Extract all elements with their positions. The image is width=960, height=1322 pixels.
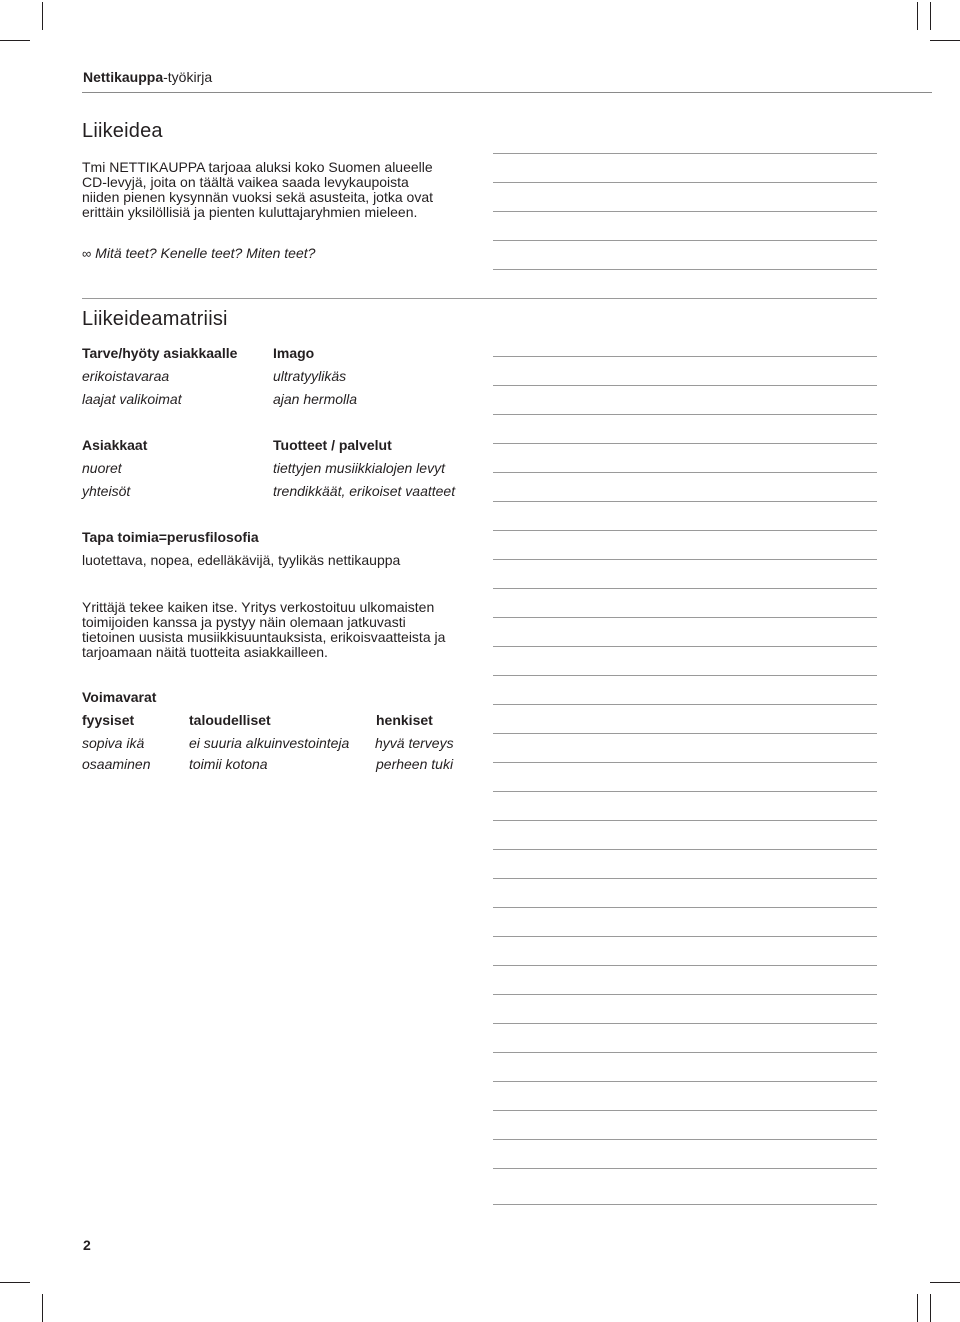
writing-line — [493, 1110, 877, 1111]
writing-line — [493, 240, 877, 241]
writing-line — [493, 965, 877, 966]
writing-line — [493, 617, 877, 618]
liikeidea-line: niiden pienen kysynnän vuoksi sekä asusteita, jotka ovat — [82, 189, 433, 205]
writing-line — [493, 443, 877, 444]
resources-column-financial — [189, 712, 349, 773]
header-divider — [82, 92, 932, 93]
resources-item: sopiva ikä — [82, 735, 145, 751]
page-number: 2 — [83, 1237, 91, 1253]
philosophy-text: luotettava, nopea, edelläkävijä, tyylikäs nettikauppa — [82, 552, 401, 568]
writing-line — [493, 820, 877, 821]
resources-item: toimii kotona — [189, 756, 268, 772]
resources-item: ei suuria alkuinvestointeja — [189, 735, 350, 751]
matrix-title: Liikeideamatriisi — [82, 308, 228, 330]
description-line: toimijoiden kanssa ja pystyy näin olemaan jatkuvasti — [82, 614, 406, 630]
writing-line — [493, 385, 877, 386]
description-line: Yrittäjä tekee kaiken itse. Yritys verkostoituu ulkomaisten — [82, 599, 435, 615]
resources-column-physical — [82, 712, 151, 773]
writing-line — [493, 936, 877, 937]
writing-line — [493, 501, 877, 502]
writing-line — [493, 182, 877, 183]
running-header — [83, 69, 212, 85]
writing-line — [493, 559, 877, 560]
writing-line — [493, 356, 877, 357]
products-item: trendikkäät, erikoiset vaatteet — [273, 483, 456, 499]
description-line: tarjoamaan näitä tuotteita asiakkailleen. — [82, 644, 328, 660]
writing-line — [493, 1168, 877, 1169]
writing-line — [493, 878, 877, 879]
resources-column-mental — [375, 712, 454, 773]
resources-item: osaaminen — [82, 756, 151, 772]
writing-line — [493, 994, 877, 995]
resources-column-heading: fyysiset — [82, 712, 135, 728]
resources-heading: Voimavarat — [82, 689, 157, 705]
image-block — [273, 345, 357, 408]
resources-column-heading: taloudelliset — [189, 712, 271, 728]
liikeidea-line: erittäin yksilöllisiä ja pienten kuluttajaryhmien mieleen. — [82, 204, 418, 220]
writing-line — [493, 733, 877, 734]
philosophy-block — [82, 529, 400, 569]
liikeidea-body — [82, 160, 482, 220]
writing-line — [493, 1081, 877, 1082]
matrix-description — [82, 600, 482, 660]
products-item: tiettyjen musiikkialojen levyt — [273, 460, 445, 476]
writing-line — [493, 211, 877, 212]
customers-block — [82, 437, 147, 500]
writing-line — [493, 762, 877, 763]
writing-line — [493, 269, 877, 270]
writing-line — [493, 791, 877, 792]
need-block — [82, 345, 237, 408]
resources-item: hyvä terveys — [375, 735, 454, 751]
writing-line — [493, 907, 877, 908]
writing-line — [493, 1052, 877, 1053]
liikeidea-line: CD-levyjä, joita on täältä vaikea saada levykaupoista — [82, 174, 409, 190]
customers-heading: Asiakkaat — [82, 437, 148, 453]
writing-line — [493, 530, 877, 531]
liikeidea-prompt — [82, 246, 315, 261]
prompt-text: Mitä teet? Kenelle teet? Miten teet? — [95, 245, 316, 261]
customers-item: yhteisöt — [82, 483, 131, 499]
customers-item: nuoret — [82, 460, 122, 476]
writing-line — [493, 1023, 877, 1024]
writing-line — [493, 646, 877, 647]
header-brand: Nettikauppa — [83, 69, 164, 85]
writing-line — [493, 472, 877, 473]
writing-line — [493, 1204, 877, 1205]
infinity-icon: ∞ — [82, 246, 92, 261]
description-line: tietoinen uusista musiikkisuuntauksista, erikoisvaatteista ja — [82, 629, 446, 645]
liikeidea-line: Tmi NETTIKAUPPA tarjoaa aluksi koko Suomen alueelle — [82, 159, 433, 175]
section-divider — [82, 298, 877, 299]
liikeidea-title: Liikeidea — [82, 120, 163, 142]
writing-line — [493, 588, 877, 589]
need-item: laajat valikoimat — [82, 391, 182, 407]
products-heading: Tuotteet / palvelut — [273, 437, 392, 453]
need-heading: Tarve/hyöty asiakkaalle — [82, 345, 238, 361]
resources-item: perheen tuki — [376, 756, 454, 772]
image-heading: Imago — [273, 345, 315, 361]
writing-line — [493, 704, 877, 705]
writing-line — [493, 849, 877, 850]
writing-line — [493, 1139, 877, 1140]
header-suffix: -työkirja — [163, 69, 213, 85]
writing-line — [493, 153, 877, 154]
need-item: erikoistavaraa — [82, 368, 170, 384]
image-item: ajan hermolla — [273, 391, 358, 407]
writing-line — [493, 414, 877, 415]
image-item: ultratyylikäs — [273, 368, 347, 384]
products-block — [273, 437, 455, 500]
resources-column-heading: henkiset — [376, 712, 433, 728]
philosophy-heading: Tapa toimia=perusfilosofia — [82, 529, 259, 545]
writing-line — [493, 675, 877, 676]
